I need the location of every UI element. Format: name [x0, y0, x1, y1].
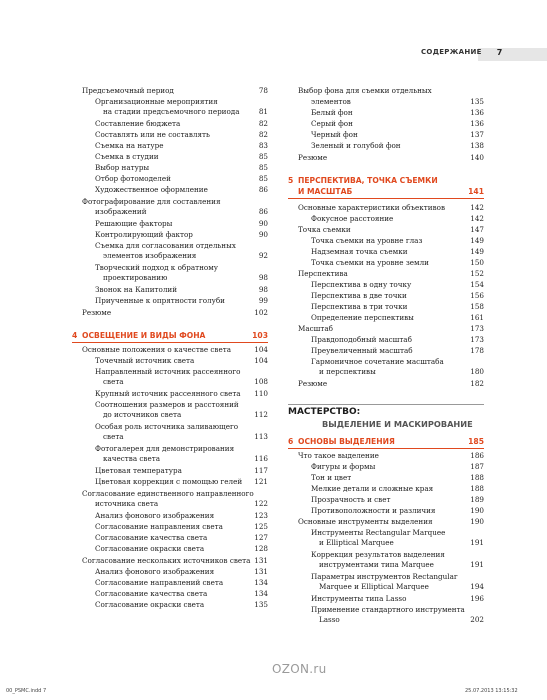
toc-entry-title: Согласование качества света	[95, 533, 208, 542]
toc-entry-page: 123	[254, 511, 268, 520]
toc-entry-title: до источников света	[103, 410, 182, 419]
toc-entry-title: источника света	[95, 499, 159, 508]
toc-entry-page: 90	[258, 230, 268, 239]
toc-entry-title: Основные инструменты выделения	[298, 517, 433, 526]
toc-entry-page: 78	[258, 86, 268, 95]
toc-entry-page: 86	[258, 207, 268, 216]
toc-entry-title: Что такое выделение	[298, 451, 379, 460]
toc-entry-title: Съемка для согласования отдельных	[95, 241, 236, 250]
toc-entry-page: 178	[470, 346, 484, 355]
toc-entry-page: 188	[470, 473, 484, 482]
toc-entry-title: и Elliptical Marquee	[319, 538, 394, 547]
toc-entry-page: 156	[470, 291, 484, 300]
toc-entry-title: Приученные к опрятности голуби	[95, 296, 225, 305]
toc-entry-page: 82	[258, 130, 268, 139]
toc-entry-title: Lasso	[319, 615, 340, 624]
toc-entry-page: 121	[254, 477, 268, 486]
chapter-number: 4	[72, 331, 78, 340]
toc-entry-page: 127	[254, 533, 268, 542]
toc-entry-title: Цветовая температура	[95, 466, 182, 475]
toc-entry-title: Определение перспективы	[311, 313, 414, 322]
toc-entry-title: элементов	[311, 97, 351, 106]
toc-entry-title: Звонок на Капитолий	[95, 285, 177, 294]
toc-entry-page: 81	[258, 107, 268, 116]
toc-entry-page: 83	[258, 141, 268, 150]
toc-entry-title: Преувеличенный масштаб	[311, 346, 413, 355]
toc-entry-title: Надземная точка съемки	[311, 247, 408, 256]
toc-entry-page: 128	[254, 544, 268, 553]
toc-entry-title: света	[103, 432, 124, 441]
toc-entry-title: Инструменты Rectangular Marquee	[311, 528, 446, 537]
toc-entry-title: Черный фон	[311, 130, 358, 139]
toc-entry-page: 152	[470, 269, 484, 278]
chapter-page: 185	[468, 437, 484, 446]
toc-entry-title: Резюме	[298, 379, 328, 388]
chapter-title: ПЕРСПЕКТИВА, ТОЧКА СЪЕМКИ	[298, 176, 438, 185]
toc-entry-title: Фигуры и формы	[311, 462, 376, 471]
toc-entry-title: изображений	[95, 207, 147, 216]
toc-entry-page: 154	[470, 280, 484, 289]
toc-entry-page: 149	[470, 236, 484, 245]
toc-entry-title: Мелкие детали и сложные края	[311, 484, 434, 493]
toc-entry-title: Составлять или не составлять	[95, 130, 210, 139]
toc-entry-title: Противоположности и различия	[311, 506, 436, 515]
toc-entry-title: Перспектива в две точки	[311, 291, 407, 300]
toc-entry-title: света	[103, 377, 124, 386]
toc-entry-page: 158	[470, 302, 484, 311]
toc-entry-title: Точка съемки на уровне глаз	[311, 236, 423, 245]
toc-entry-page: 135	[254, 600, 268, 609]
toc-entry-title: Съемка на натуре	[95, 141, 164, 150]
toc-entry-title: Коррекция результатов выделения	[311, 550, 445, 559]
toc-entry-title: Белый фон	[311, 108, 353, 117]
toc-entry-page: 173	[470, 335, 484, 344]
toc-entry-title: Решающие факторы	[95, 219, 173, 228]
toc-entry-title: Согласование направлений света	[95, 578, 224, 587]
toc-entry-page: 90	[258, 219, 268, 228]
toc-entry-title: Marquee и Elliptical Marquee	[319, 582, 429, 591]
toc-entry-page: 86	[258, 185, 268, 194]
toc-entry-title: Согласование окраски света	[95, 544, 205, 553]
toc-entry-title: Творческий подход к обратному	[95, 263, 219, 272]
toc-entry-page: 142	[470, 214, 484, 223]
toc-entry-page: 187	[470, 462, 484, 471]
chapter-number: 6	[288, 437, 294, 446]
header-bar	[478, 48, 547, 61]
toc-entry-title: Серый фон	[311, 119, 353, 128]
chapter-page: 141	[468, 187, 484, 196]
part-rule	[288, 404, 484, 405]
toc-entry-page: 136	[470, 119, 484, 128]
toc-entry-title: Отбор фотомоделей	[95, 174, 171, 183]
toc-entry-title: Составление бюджета	[95, 119, 181, 128]
toc-entry-title: Анализ фонового изображения	[95, 567, 215, 576]
toc-entry-page: 196	[470, 594, 484, 603]
toc-entry-page: 113	[254, 432, 268, 441]
chapter-rule	[288, 198, 484, 199]
toc-entry-page: 85	[258, 174, 268, 183]
toc-entry-page: 161	[470, 313, 484, 322]
toc-entry-title: Предсъемочный период	[82, 86, 174, 95]
chapter-title: ОСВЕЩЕНИЕ И ВИДЫ ФОНА	[82, 331, 206, 340]
toc-entry-title: Инструменты типа Lasso	[311, 594, 407, 603]
toc-entry-title: Точка съемки	[298, 225, 351, 234]
toc-entry-title: Параметры инструментов Rectangular	[311, 572, 458, 581]
toc-entry-page: 190	[470, 506, 484, 515]
toc-entry-title: Гармоничное сочетание масштаба	[311, 357, 444, 366]
toc-entry-page: 131	[254, 556, 268, 565]
toc-entry-title: Основные положения о качестве света	[82, 345, 231, 354]
toc-entry-title: Соотношения размеров и расстояний	[95, 400, 239, 409]
toc-entry-page: 122	[254, 499, 268, 508]
toc-entry-page: 116	[254, 454, 268, 463]
toc-entry-title: Контролирующий фактор	[95, 230, 193, 239]
toc-entry-title: Согласование окраски света	[95, 600, 205, 609]
toc-entry-title: Перспектива	[298, 269, 348, 278]
toc-entry-title: Выбор натуры	[95, 163, 150, 172]
toc-entry-page: 104	[254, 356, 268, 365]
toc-entry-title: Резюме	[298, 153, 328, 162]
toc-entry-title: Анализ фонового изображения	[95, 511, 215, 520]
toc-entry-title: Масштаб	[298, 324, 333, 333]
toc-entry-title: Съемка в студии	[95, 152, 159, 161]
toc-entry-title: Согласование направления света	[95, 522, 223, 531]
toc-entry-title: Перспектива в одну точку	[311, 280, 412, 289]
toc-entry-page: 191	[470, 560, 484, 569]
toc-entry-page: 99	[258, 296, 268, 305]
toc-entry-page: 147	[470, 225, 484, 234]
toc-entry-title: Цветовая коррекция с помощью гелей	[95, 477, 243, 486]
toc-entry-page: 150	[470, 258, 484, 267]
toc-entry-page: 202	[470, 615, 484, 624]
part-title: МАСТЕРСТВО:	[288, 407, 361, 417]
chapter-title: И МАСШТАБ	[298, 187, 353, 196]
toc-entry-page: 85	[258, 163, 268, 172]
toc-entry-title: Точка съемки на уровне земли	[311, 258, 429, 267]
toc-entry-page: 112	[254, 410, 268, 419]
toc-entry-page: 182	[470, 379, 484, 388]
toc-entry-page: 82	[258, 119, 268, 128]
toc-entry-page: 131	[254, 567, 268, 576]
toc-entry-page: 142	[470, 203, 484, 212]
toc-entry-page: 191	[470, 538, 484, 547]
toc-entry-title: и перспективы	[319, 367, 376, 376]
toc-entry-title: Особая роль источника заливающего	[95, 422, 239, 431]
toc-entry-title: Точечный источник света	[95, 356, 195, 365]
toc-entry-page: 137	[470, 130, 484, 139]
toc-entry-page: 98	[258, 285, 268, 294]
toc-entry-title: Тон и цвет	[311, 473, 352, 482]
footer-file: 00_PSMC.indd 7	[6, 688, 47, 694]
toc-entry-title: Согласование единственного направленного	[82, 489, 254, 498]
toc-entry-page: 194	[470, 582, 484, 591]
toc-entry-title: Прозрачность и свет	[311, 495, 391, 504]
toc-entry-title: Правдоподобный масштаб	[311, 335, 412, 344]
toc-entry-page: 138	[470, 141, 484, 150]
toc-entry-page: 134	[254, 578, 268, 587]
toc-entry-page: 135	[470, 97, 484, 106]
toc-entry-title: Основные характеристики объективов	[298, 203, 445, 212]
toc-entry-title: Организационные мероприятия	[95, 97, 218, 106]
toc-entry-page: 110	[254, 389, 268, 398]
toc-entry-title: Зеленый и голубой фон	[311, 141, 401, 150]
toc-entry-title: Согласование качества света	[95, 589, 208, 598]
toc-entry-title: Художественное оформление	[95, 185, 208, 194]
toc-entry-page: 125	[254, 522, 268, 531]
toc-entry-page: 140	[470, 153, 484, 162]
chapter-title: ОСНОВЫ ВЫДЕЛЕНИЯ	[298, 437, 395, 446]
toc-entry-title: на стадии предсъемочного периода	[103, 107, 240, 116]
toc-entry-title: Фотогалерея для демонстрирования	[95, 444, 235, 453]
toc-entry-title: Согласование нескольких источников света	[82, 556, 251, 565]
toc-entry-page: 104	[254, 345, 268, 354]
toc-entry-page: 85	[258, 152, 268, 161]
toc-entry-title: Фокусное расстояние	[311, 214, 394, 223]
toc-entry-page: 190	[470, 517, 484, 526]
toc-entry-page: 134	[254, 589, 268, 598]
toc-entry-page: 92	[258, 251, 268, 260]
toc-entry-title: Выбор фона для съемки отдельных	[298, 86, 432, 95]
toc-entry-page: 136	[470, 108, 484, 117]
footer-stamp: 25.07.2013 13:15:32	[465, 688, 518, 694]
chapter-rule	[72, 342, 268, 343]
chapter-rule	[288, 448, 484, 449]
toc-entry-title: Крупный источник рассеянного света	[95, 389, 241, 398]
toc-entry-title: Перспектива в три точки	[311, 302, 408, 311]
toc-entry-page: 108	[254, 377, 268, 386]
toc-entry-title: элементов изображения	[103, 251, 197, 260]
toc-entry-page: 173	[470, 324, 484, 333]
toc-entry-title: качества света	[103, 454, 160, 463]
toc-entry-title: Резюме	[82, 308, 112, 317]
running-header-title: СОДЕРЖАНИЕ	[421, 48, 482, 56]
toc-entry-page: 117	[254, 466, 268, 475]
toc-entry-page: 98	[258, 273, 268, 282]
chapter-page: 103	[252, 331, 268, 340]
toc-entry-title: Фотографирование для составления	[82, 197, 221, 206]
watermark: OZON.ru	[272, 662, 327, 676]
toc-entry-page: 149	[470, 247, 484, 256]
toc-entry-title: Направленный источник рассеянного	[95, 367, 241, 376]
toc-entry-page: 189	[470, 495, 484, 504]
page-number: 7	[496, 48, 503, 57]
toc-entry-title: инструментами типа Marquee	[319, 560, 434, 569]
toc-entry-title: проектированию	[103, 273, 168, 282]
part-subtitle: ВЫДЕЛЕНИЕ И МАСКИРОВАНИЕ	[322, 419, 473, 429]
chapter-number: 5	[288, 176, 294, 185]
toc-entry-title: Применение стандартного инструмента	[311, 605, 465, 614]
toc-entry-page: 102	[254, 308, 268, 317]
toc-entry-page: 186	[470, 451, 484, 460]
toc-entry-page: 180	[470, 367, 484, 376]
toc-entry-page: 188	[470, 484, 484, 493]
